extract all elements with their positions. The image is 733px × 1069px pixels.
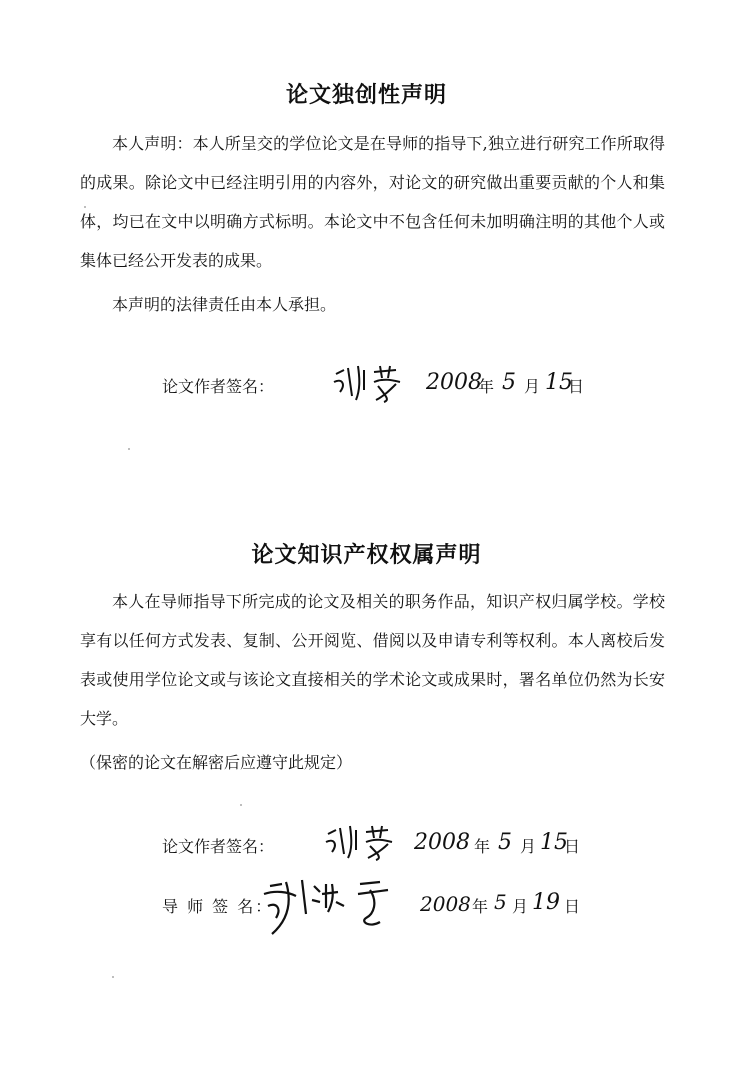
date-month-handwritten: 5 [502,370,516,395]
ip-author-date-month-handwritten: 5 [498,830,512,855]
originality-declaration-liability: 本声明的法律责任由本人承担。 [112,295,337,314]
scan-speck [240,804,242,806]
ip-author-date-month-unit: 月 [520,837,537,856]
ip-declaration-title: 论文知识产权权属声明 [251,542,482,568]
date-year-handwritten: 2008 [426,370,482,395]
advisor-date-month-unit: 月 [512,897,529,916]
scan-speck [112,976,114,978]
originality-declaration-body: 本人声明：本人所呈交的学位论文是在导师的指导下,独立进行研究工作所取得的成果。除论文中已经注明引用的内容外，对论文的研究做出重要贡献的个人和集体，均已在文中以明确方式标明。本论文中不包含任何未加明确注明的其他个人或集体已经公开发表的成果。 [80,134,665,270]
ip-declaration-body: 本人在导师指导下所完成的论文及相关的职务作品，知识产权归属学校。学校享有以任何方式发表、复制、公开阅览、借阅以及申请专利等权利。本人离校后发表或使用学位论文或与该论文直接相关的学术论文或成果时，署名单位仍然为长安大学。 [80,592,665,728]
date-day-unit: 日 [568,377,585,396]
advisor-handwritten-signature [262,872,402,942]
ip-author-date-day-handwritten: 15 [540,830,568,855]
ip-author-date-year-unit: 年 [474,837,491,856]
advisor-date-day-unit: 日 [564,897,581,916]
advisor-date-year-unit: 年 [472,897,489,916]
scan-speck [128,448,130,450]
originality-declaration-title: 论文独创性声明 [285,82,447,108]
ip-author-date-year-handwritten: 2008 [414,830,470,855]
ip-author-handwritten-signature [322,822,402,862]
author-handwritten-signature [330,360,410,404]
scan-speck [84,206,86,208]
advisor-signature-label: 导 师 签 名： [162,897,274,916]
date-day-handwritten: 15 [545,370,573,395]
advisor-date-day-handwritten: 19 [532,890,560,915]
advisor-date-year-handwritten: 2008 [420,892,471,916]
advisor-date-month-handwritten: 5 [494,890,507,914]
confidential-note: （保密的论文在解密后应遵守此规定） [80,753,353,772]
ip-author-signature-label: 论文作者签名： [162,837,275,856]
date-month-unit: 月 [524,377,541,396]
date-year-unit: 年 [478,377,495,396]
author-signature-label: 论文作者签名： [162,377,275,396]
ip-author-date-day-unit: 日 [564,837,581,856]
